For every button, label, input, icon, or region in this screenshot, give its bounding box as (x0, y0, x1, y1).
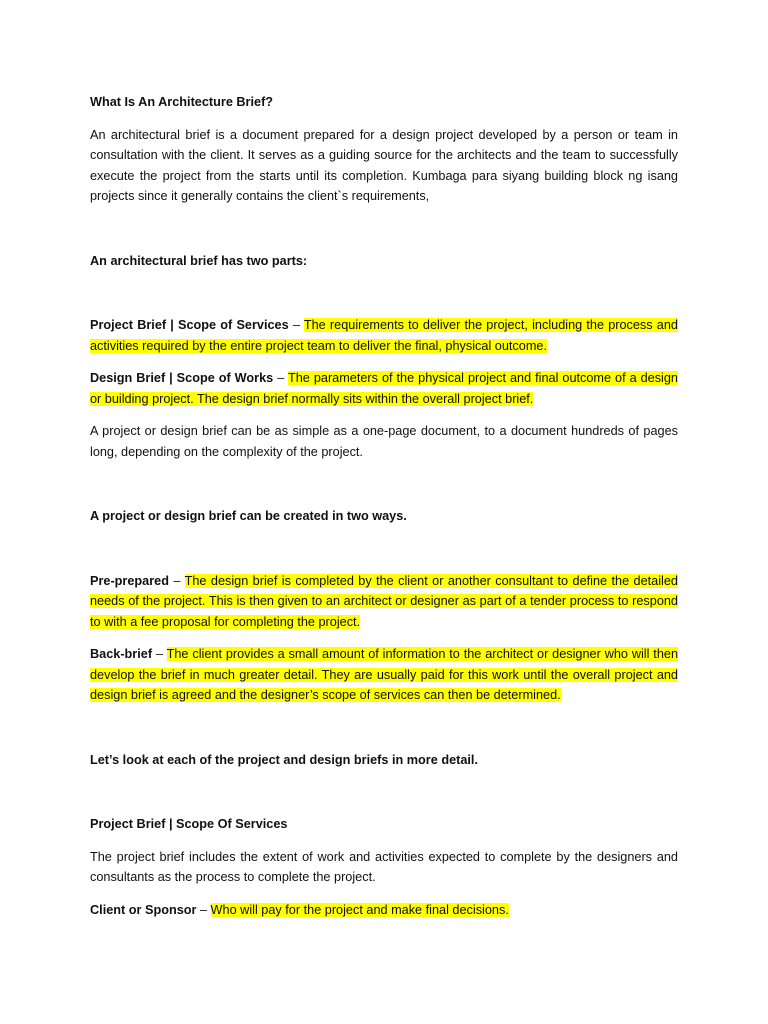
separator: – (152, 647, 167, 661)
heading-project-brief-section: Project Brief | Scope Of Services (90, 817, 288, 831)
document-body (90, 92, 678, 920)
separator: – (196, 902, 211, 917)
highlight-back-brief: The client provides a small amount of information to the architect or designer who will then develop the brief in much greater detail. They are usually paid for this work until the overall project and design brief is agreed and the designer’s scope of services can then be determined. (90, 647, 678, 702)
heading-two-ways: A project or design brief can be created in two ways. (90, 509, 407, 523)
heading-what-is-architecture-brief: What Is An Architecture Brief? (90, 95, 274, 109)
term-client-sponsor: Client or Sponsor (90, 902, 197, 917)
definition-pre-prepared (90, 571, 678, 633)
definition-project-brief (90, 315, 678, 356)
heading-look-detail: Let’s look at each of the project and design briefs in more detail. (90, 752, 478, 767)
term-design-brief: Design Brief | Scope of Works (90, 371, 274, 385)
definition-back-brief (90, 644, 678, 706)
highlight-design-brief: The parameters of the physical project and final outcome of a design or building project. The design brief normally sits within the overall project brief. (90, 371, 678, 406)
highlight-project-brief: The requirements to deliver the project, including the process and activities required by the entire project team to deliver the final, physical outcome. (90, 318, 678, 353)
highlight-pre-prepared: The design brief is completed by the client or another consultant to define the detailed needs of the project. This is then given to an architect or designer as part of a tender process to respond to with a fee proposal for completing the project. (90, 573, 678, 629)
definition-client-sponsor (90, 900, 678, 921)
intro-paragraph: An architectural brief is a document prepared for a design project developed by a person or team in consultation with the client. It serves as a guiding source for the architects and the team to successfully execute the project from the starts until its completion. Kumbaga para siyang building block ng isang projects since it generally contains the client`s requirements, (90, 127, 678, 203)
highlight-client-sponsor: Who will pay for the project and make final decisions. (210, 902, 509, 917)
term-project-brief: Project Brief | Scope of Services (90, 318, 289, 332)
project-brief-paragraph: The project brief includes the extent of work and activities expected to complete by the designers and consultants as the process to complete the project. (90, 849, 678, 884)
length-paragraph: A project or design brief can be as simple as a one-page document, to a document hundreds of pages long, depending on the complexity of the project. (90, 424, 678, 459)
heading-two-parts: An architectural brief has two parts: (90, 253, 308, 268)
separator: – (288, 318, 304, 332)
term-back-brief: Back-brief (90, 647, 153, 661)
definition-design-brief (90, 368, 678, 409)
separator: – (168, 573, 185, 588)
term-pre-prepared: Pre-prepared (90, 573, 169, 588)
separator: – (273, 371, 288, 385)
